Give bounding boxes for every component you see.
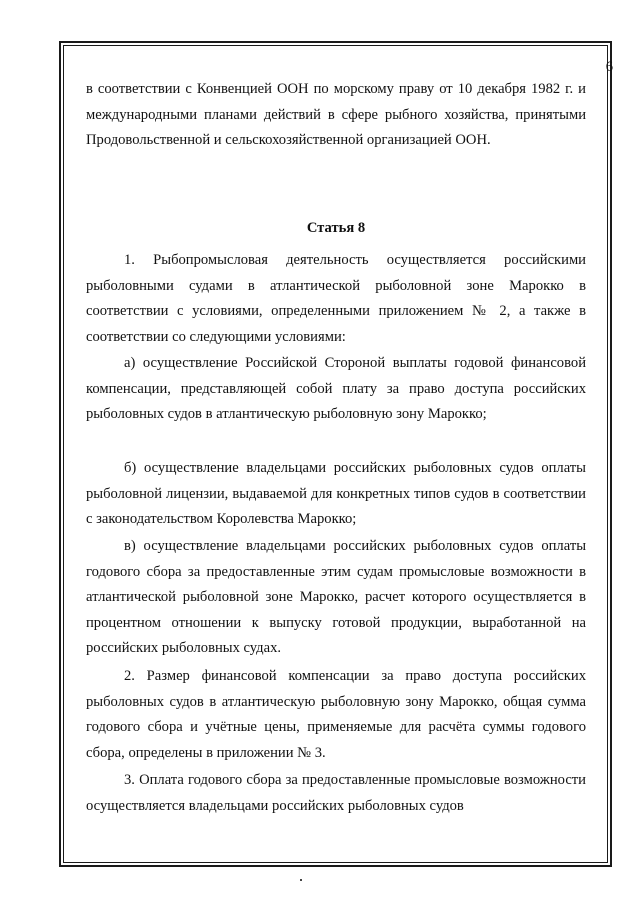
- article-paragraph-2: [86, 664, 586, 766]
- article-subparagraph-b: [86, 456, 586, 533]
- article-subparagraph-a: [86, 351, 586, 428]
- subparagraph-b: б) осуществление владельцами российских рыболовных судов оплаты рыболовной лицензии, выдаваемой для конкретных типов судов в соответствии с законодательством Королевства Марокко;: [86, 460, 586, 528]
- article-paragraph-3: [86, 768, 586, 819]
- article-paragraph-1: [86, 248, 586, 350]
- opening-paragraph-block: [86, 77, 586, 154]
- article-heading: Статья 8: [306, 220, 366, 236]
- article-subparagraph-v: [86, 534, 586, 662]
- page-number: 6: [605, 59, 613, 75]
- paragraph-3: 3. Оплата годового сбора за предоставленные промысловые возможности осуществляется владельцами российских рыболовных судов: [86, 772, 586, 814]
- scan-speck: [300, 879, 302, 881]
- subparagraph-a: а) осуществление Российской Стороной выплаты годовой финансовой компенсации, представляющей собой плату за право доступа российских рыболовных судов в атлантическую рыболовную зону Марокко;: [86, 355, 586, 423]
- opening-paragraph: в соответствии с Конвенцией ООН по морскому праву от 10 декабря 1982 г. и международными планами действий в сфере рыбного хозяйства, принятыми Продовольственной и сельскохозяйственной организацией ООН.: [86, 81, 586, 149]
- subparagraph-v: в) осуществление владельцами российских рыболовных судов оплаты годового сбора за предоставленные этим судам промысловые возможности в атлантической рыболовной зоне Марокко, расчет которого осуществляется в процентном отношении к выпуску готовой продукции, выработанной на российских рыболовных судах.: [86, 538, 586, 657]
- paragraph-2: 2. Размер финансовой компенсации за право доступа российских рыболовных судов в атлантическую рыболовную зону Марокко, общая сумма годового сбора и учётные цены, применяемые для расчёта суммы годового сбора, определены в приложении № 3.: [86, 668, 586, 761]
- paragraph-1: 1. Рыбопромысловая деятельность осуществляется российскими рыболовными судами в атлантической рыболовной зоне Марокко в соответствии с условиями, определенными приложением № 2, а также в соответствии со следующими условиями:: [86, 252, 586, 345]
